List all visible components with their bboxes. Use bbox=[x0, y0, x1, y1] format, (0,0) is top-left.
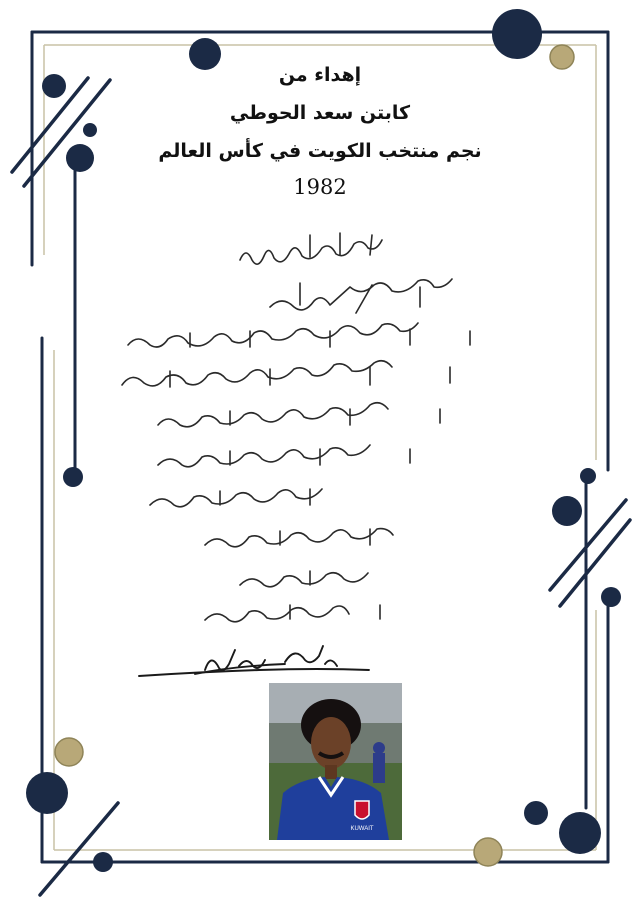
handwriting-line bbox=[128, 323, 418, 347]
handwriting-line bbox=[240, 240, 382, 264]
dedication-from: إهداء من bbox=[278, 64, 362, 86]
handwriting-line bbox=[240, 573, 368, 587]
player-photo bbox=[269, 683, 402, 840]
handwriting-line bbox=[205, 529, 393, 547]
handwriting-line bbox=[158, 403, 388, 427]
captain-name: كابتن سعد الحوطي bbox=[229, 102, 411, 124]
shirt-text: KUWAIT bbox=[350, 826, 374, 832]
handwriting-line bbox=[205, 606, 349, 622]
handwriting-line bbox=[150, 489, 322, 507]
player-image bbox=[269, 683, 402, 840]
signature bbox=[135, 640, 375, 682]
handwriting-line bbox=[158, 445, 370, 467]
world-cup-year: 1982 bbox=[293, 175, 347, 199]
handwriting-line bbox=[310, 233, 372, 257]
handwritten-letter bbox=[110, 215, 530, 655]
handwriting-line bbox=[122, 361, 392, 386]
dedication-header bbox=[120, 56, 520, 204]
player-description: نجم منتخب الكويت في كأس العالم bbox=[158, 140, 482, 162]
